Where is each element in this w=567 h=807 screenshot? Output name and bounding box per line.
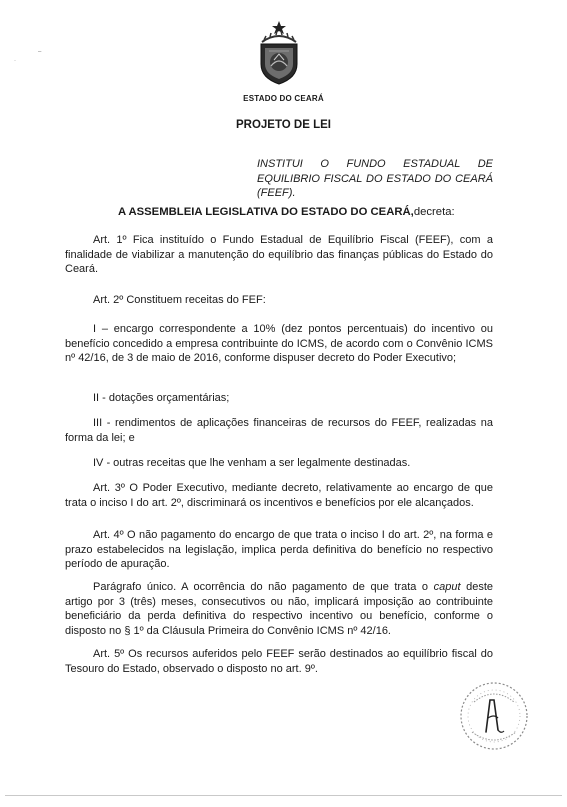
state-coat-of-arms-icon: [256, 20, 302, 86]
article-4: [65, 528, 493, 572]
article-3: [65, 481, 493, 510]
scan-mark: –: [38, 49, 42, 55]
sole-paragraph: [65, 580, 493, 638]
item-2-text: II - dotações orçamentárias;: [93, 392, 230, 404]
enacting-clause-authority: A ASSEMBLEIA LEGISLATIVA DO ESTADO DO CEARÁ,: [118, 206, 414, 218]
item-1-text: I – encargo correspondente a 10% (dez pontos percentuais) do incentivo ou benefício concedido a empresa contribuinte do ICMS, de acordo com o Convênio ICMS nº 42/16, de 3 de maio de 2016, conforme dispuser decreto do Poder Executivo;: [65, 323, 493, 364]
article-2-item-3: [65, 416, 493, 445]
enacting-clause: [118, 206, 455, 218]
article-1-text: Art. 1º Fica instituído o Fundo Estadual de Equilíbrio Fiscal (FEEF), com a finalidade de viabilizar a manutenção do equilíbrio das finanças públicas do Estado do Ceará.: [65, 234, 493, 275]
enacting-clause-verb: decreta:: [413, 206, 455, 218]
sole-paragraph-text-b: deste artigo por 3 (três) meses, consecutivos ou não, implicará imposição ao contribuinte beneficiário da perda definitiva do respectivo incentivo ou benefício, conforme o disposto no § 1º da Cláusula Primeira do Convênio ICMS nº 42/16.: [65, 581, 493, 637]
article-4-text: Art. 4º O não pagamento do encargo de que trata o inciso I do art. 2º, na forma e prazo estabelecidos na legislação, implica perda definitiva do benefício no respectivo período de apuração.: [65, 529, 493, 570]
article-1: [65, 233, 493, 277]
scan-mark: ·: [14, 58, 16, 64]
document-title: PROJETO DE LEI: [235, 119, 331, 131]
article-3-text: Art. 3º O Poder Executivo, mediante decreto, relativamente ao encargo de que trata o inciso I do art. 2º, discriminará os incentivos e benefícios por ele alcançados.: [65, 482, 493, 509]
sole-paragraph-text-a: Parágrafo único. A ocorrência do não pagamento de que trata o: [93, 581, 434, 593]
item-4-text: IV - outras receitas que lhe venham a ser legalmente destinadas.: [93, 457, 411, 469]
page-bottom-edge: [5, 795, 562, 796]
article-2-text: Art. 2º Constituem receitas do FEF:: [93, 294, 266, 306]
article-2-item-1: [65, 322, 493, 366]
page-initial-stamp-icon: [454, 678, 534, 758]
ementa: INSTITUI O FUNDO ESTADUAL DE EQUILIBRIO FISCAL DO ESTADO DO CEARÁ (FEEF).: [257, 158, 493, 199]
item-3-text: III - rendimentos de aplicações financeiras de recursos do FEEF, realizadas na forma da lei; e: [65, 417, 493, 444]
article-2-item-2: [65, 391, 493, 406]
article-2-item-4: [65, 456, 493, 471]
article-5-text: Art. 5º Os recursos auferidos pelo FEEF serão destinados ao equilíbrio fiscal do Tesouro do Estado, observado o disposto no art. 9º.: [65, 648, 493, 675]
article-2: [65, 293, 493, 308]
article-5: [65, 647, 493, 676]
sole-paragraph-caput: caput: [433, 581, 461, 593]
state-name: ESTADO DO CEARÁ: [243, 94, 324, 103]
